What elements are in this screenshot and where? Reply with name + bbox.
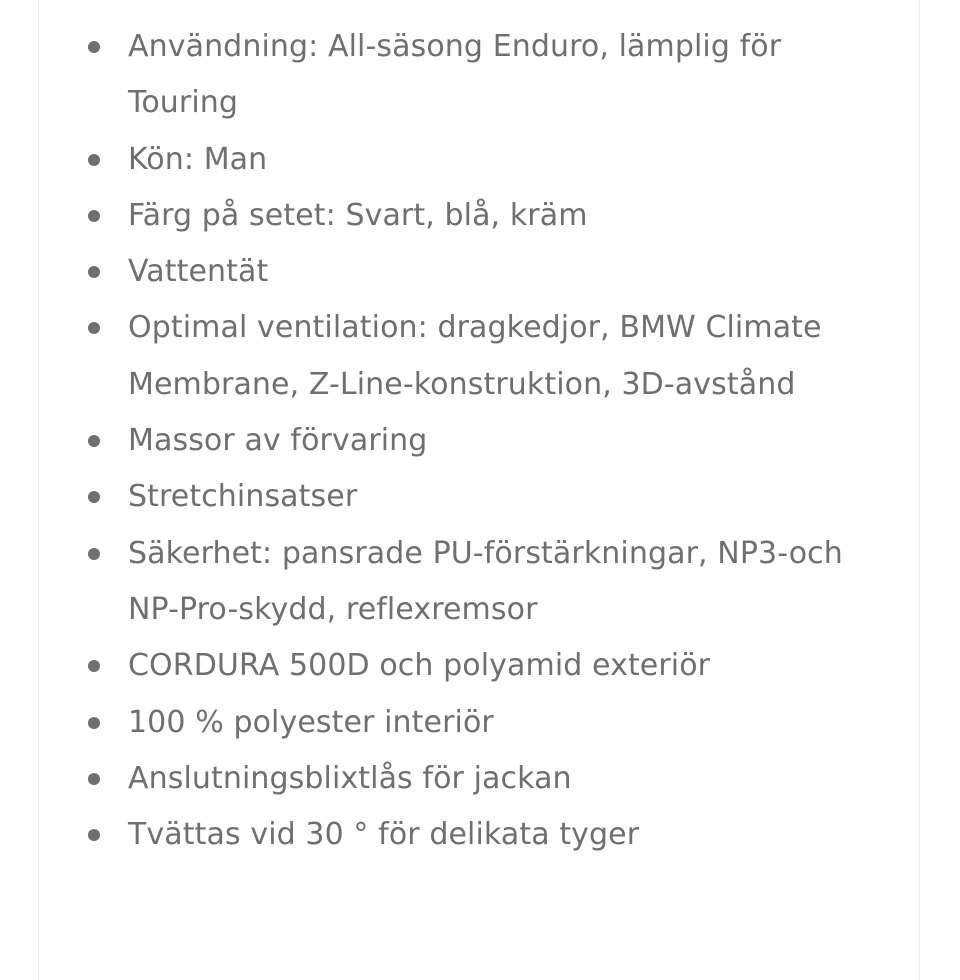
spec-list — [39, 19, 879, 863]
list-item-text: Optimal ventilation: dragkedjor, BMW Climate Membrane, Z-Line-konstruktion, 3D-avstånd — [128, 310, 822, 402]
list-item — [39, 807, 879, 863]
list-item — [39, 638, 879, 694]
list-item-text: Tvättas vid 30 ° för delikata tyger — [128, 817, 640, 853]
bullet-icon — [88, 435, 100, 447]
list-item — [39, 19, 879, 132]
bullet-icon — [88, 154, 100, 166]
list-item-text: 100 % polyester interiör — [128, 704, 494, 740]
list-item-text: Stretchinsatser — [128, 479, 358, 515]
list-item — [39, 469, 879, 525]
list-item-text: Vattentät — [128, 254, 269, 290]
bullet-icon — [88, 491, 100, 503]
list-item — [39, 695, 879, 751]
list-item-text: Säkerhet: pansrade PU-förstärkningar, NP3-och NP-Pro-skydd, reflexremsor — [128, 535, 843, 627]
bullet-icon — [88, 717, 100, 729]
list-item — [39, 244, 879, 300]
bullet-icon — [88, 210, 100, 222]
list-item — [39, 132, 879, 188]
list-item-text: CORDURA 500D och polyamid exteriör — [128, 648, 711, 684]
list-item — [39, 188, 879, 244]
bullet-icon — [88, 660, 100, 672]
bullet-icon — [88, 266, 100, 278]
bullet-icon — [88, 773, 100, 785]
content-card — [38, 0, 920, 980]
list-item-text: Anslutningsblixtlås för jackan — [128, 760, 572, 796]
bullet-icon — [88, 322, 100, 334]
list-item — [39, 526, 879, 639]
bullet-icon — [88, 548, 100, 560]
bullet-icon — [88, 829, 100, 841]
list-item — [39, 751, 879, 807]
list-item-text: Kön: Man — [128, 141, 268, 177]
list-item-text: Massor av förvaring — [128, 423, 428, 459]
bullet-icon — [88, 41, 100, 53]
list-item — [39, 413, 879, 469]
list-item-text: Färg på setet: Svart, blå, kräm — [128, 197, 588, 233]
list-item — [39, 300, 879, 413]
list-item-text: Användning: All-säsong Enduro, lämplig för Touring — [128, 29, 782, 121]
